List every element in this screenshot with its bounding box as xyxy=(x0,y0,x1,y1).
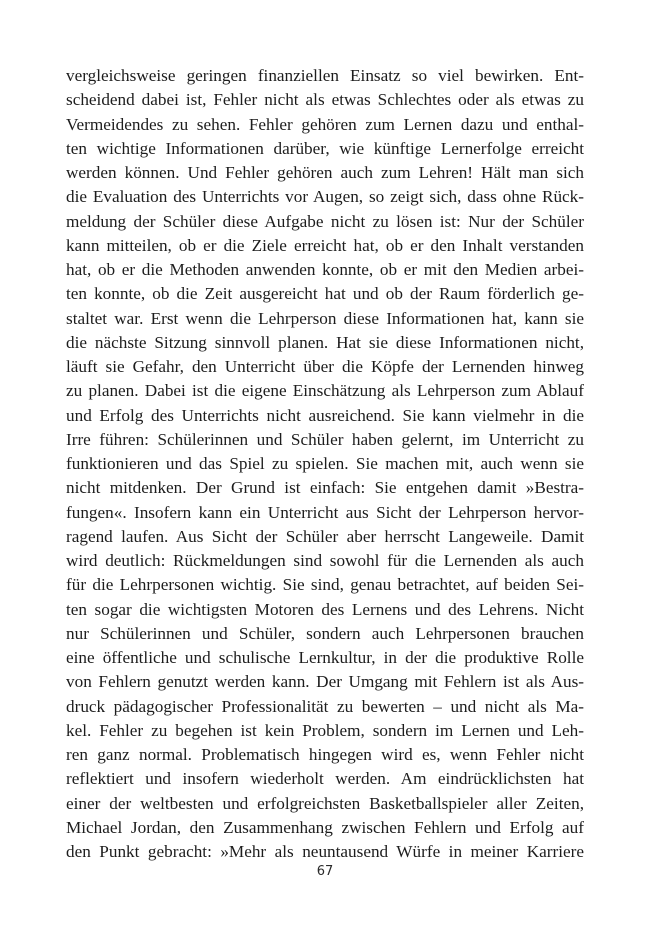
text-line: werden können. Und Fehler gehören auch zum Lehren! Hält man sich xyxy=(66,163,584,182)
text-line: fungen«. Insofern kann ein Unterricht aus Sicht der Lehrperson hervor- xyxy=(66,502,584,522)
text-line: die nächste Sitzung sinnvoll planen. Hat sie diese Informationen nicht, xyxy=(66,332,584,352)
text-line: einer der weltbesten und erfolgreichsten Basketballspieler aller Zeiten, xyxy=(66,793,584,813)
body-text xyxy=(66,64,584,864)
text-line: Irre führen: Schülerinnen und Schüler haben gelernt, im Unterricht zu xyxy=(66,429,584,449)
text-line: druck pädagogischer Professionalität zu bewerten – und nicht als Ma- xyxy=(66,696,584,716)
text-line: für die Lehrpersonen wichtig. Sie sind, genau betrachtet, auf beiden Sei- xyxy=(66,575,584,595)
text-line: ren ganz normal. Problematisch hingegen wird es, wenn Fehler nicht xyxy=(66,745,584,764)
text-line: kann mitteilen, ob er die Ziele erreicht hat, ob er den Inhalt verstanden xyxy=(66,235,584,255)
text-line: zu planen. Dabei ist die eigene Einschätzung als Lehrperson zum Ablauf xyxy=(66,381,584,401)
text-line: staltet war. Erst wenn die Lehrperson diese Informationen hat, kann sie xyxy=(66,308,584,328)
text-line: Vermeidendes zu sehen. Fehler gehören zum Lernen dazu und enthal- xyxy=(66,114,584,134)
text-line: ten wichtige Informationen darüber, wie künftige Lernerfolge erreicht xyxy=(66,138,584,158)
text-line: läuft sie Gefahr, den Unterricht über die Köpfe der Lernenden hinweg xyxy=(66,357,584,376)
text-line: ten konnte, ob die Zeit ausgereicht hat und ob der Raum förderlich ge- xyxy=(66,284,584,304)
text-line: eine öffentliche und schulische Lernkultur, in der die produktive Rolle xyxy=(66,648,584,667)
text-line: ten sogar die wichtigsten Motoren des Lernens und des Lehrens. Nicht xyxy=(66,599,584,619)
text-line: vergleichsweise geringen finanziellen Einsatz so viel bewirken. Ent- xyxy=(66,66,584,85)
text-line: scheidend dabei ist, Fehler nicht als etwas Schlechtes oder als etwas zu xyxy=(66,90,584,110)
text-line: hat, ob er die Methoden anwenden konnte, ob er mit den Medien arbei- xyxy=(66,260,584,279)
text-line: von Fehlern genutzt werden kann. Der Umgang mit Fehlern ist als Aus- xyxy=(66,672,584,692)
text-line: reflektiert und insofern wiederholt werden. Am eindrücklichsten hat xyxy=(66,769,584,789)
text-line: meldung der Schüler diese Aufgabe nicht zu lösen ist: Nur der Schüler xyxy=(66,211,584,231)
text-line: wird deutlich: Rückmeldungen sind sowohl für die Lernenden als auch xyxy=(66,551,584,570)
text-line: nicht mitdenken. Der Grund ist einfach: Sie entgehen damit »Bestra- xyxy=(66,478,584,498)
text-line: funktionieren und das Spiel zu spielen. Sie machen mit, auch wenn sie xyxy=(66,454,584,473)
text-line: und Erfolg des Unterrichts nicht ausreichend. Sie kann vielmehr in die xyxy=(66,405,584,425)
text-line: die Evaluation des Unterrichts vor Augen, so zeigt sich, dass ohne Rück- xyxy=(66,187,584,207)
text-line: nur Schülerinnen und Schüler, sondern auch Lehrpersonen brauchen xyxy=(66,623,584,643)
text-line: Michael Jordan, den Zusammenhang zwischen Fehlern und Erfolg auf xyxy=(66,817,584,837)
text-line: ragend laufen. Aus Sicht der Schüler aber herrscht Langeweile. Damit xyxy=(66,526,584,546)
text-line: kel. Fehler zu begehen ist kein Problem, sondern im Lernen und Leh- xyxy=(66,720,584,740)
text-line: den Punkt gebracht: »Mehr als neuntausend Würfe in meiner Karriere xyxy=(66,842,584,861)
page-number: 67 xyxy=(316,864,334,879)
